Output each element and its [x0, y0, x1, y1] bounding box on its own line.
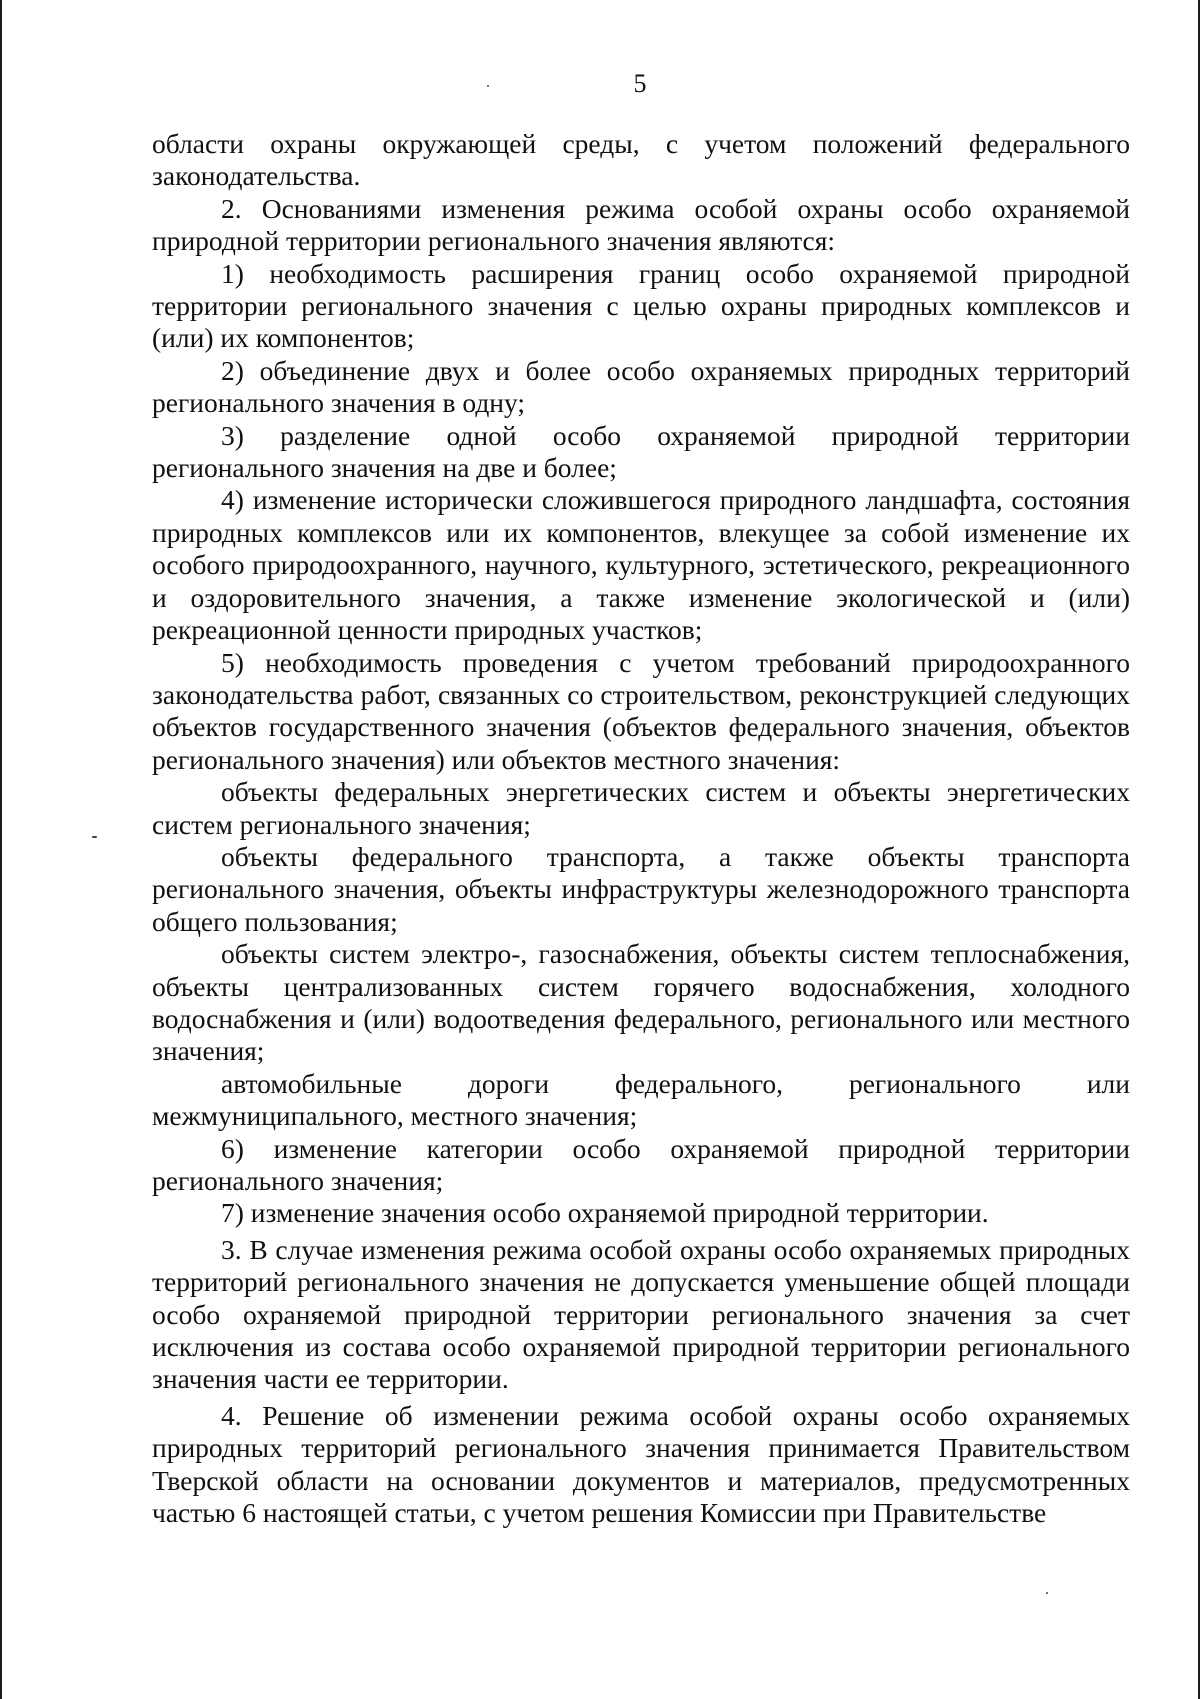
list-item-7: 7) изменение значения особо охраняемой природной территории. — [221, 1197, 989, 1229]
sub-item-energy-systems: объекты федеральных энергетических систем и объекты энергетических систем регионального значения; — [152, 776, 1130, 840]
paragraph-section-4: 4. Решение об изменении режима особой охраны особо охраняемых природных территорий регионального значения принимается Правительством Тверской области на основании документов и материалов, предусмотренных частью 6 настоящей статьи, с учетом решения Комиссии при Правительстве — [152, 1399, 1130, 1529]
document-body — [152, 128, 1130, 1529]
sub-item-roads: автомобильные дороги федерального, регионального или межмуниципального, местного значения; — [152, 1067, 1130, 1132]
paragraph-section-2: 2. Основаниями изменения режима особой охраны особо охраняемой природной территории регионального значения являются: — [152, 192, 1130, 257]
scan-speck — [92, 836, 97, 838]
list-item-2: 2) объединение двух и более особо охраняемых природных территорий регионального значения в одну; — [152, 354, 1130, 419]
scan-speck — [1046, 1592, 1048, 1594]
list-item-3: 3) разделение одной особо охраняемой природной территории регионального значения на две и более; — [152, 419, 1130, 484]
list-item-4: 4) изменение исторически сложившегося природного ландшафта, состояния природных комплексов или их компонентов, влекущее за собой изменение их особого природоохранного, научного, культурного, эстетического, рекреационного и оздоровительного значения, а также изменение экологической и (или) рекреационной ценности природных участков; — [152, 484, 1130, 646]
paragraph-section-3: 3. В случае изменения режима особой охраны особо охраняемых природных территорий регионального значения не допускается уменьшение общей площади особо охраняемой природной территории регионального значения за счет исключения из состава особо охраняемой природной территории регионального значения части ее территории. — [152, 1233, 1130, 1395]
list-item-1: 1) необходимость расширения границ особо охраняемой природной территории регионального значения с целью охраны природных комплексов и (или) их компонентов; — [152, 257, 1130, 354]
page-number: 5 — [633, 69, 647, 98]
list-item-6: 6) изменение категории особо охраняемой природной территории регионального значения; — [152, 1132, 1130, 1196]
sub-item-utility-systems: объекты систем электро-, газоснабжения, объекты систем теплоснабжения, объекты централизованных систем горячего водоснабжения, холодного водоснабжения и (или) водоотведения федерального, регионального или местного значения; — [152, 938, 1130, 1067]
scan-edge-left — [0, 0, 2, 1699]
paragraph-continuation: области охраны окружающей среды, с учетом положений федерального законодательства. — [152, 128, 1130, 192]
list-item-5: 5) необходимость проведения с учетом требований природоохранного законодательства работ, связанных со строительством, реконструкцией следующих объектов государственного значения (объектов федерального значения, объектов регионального значения) или объектов местного значения: — [152, 646, 1130, 775]
sub-item-transport: объекты федерального транспорта, а также объекты транспорта регионального значения, объекты инфраструктуры железнодорожного транспорта общего пользования; — [152, 840, 1130, 937]
